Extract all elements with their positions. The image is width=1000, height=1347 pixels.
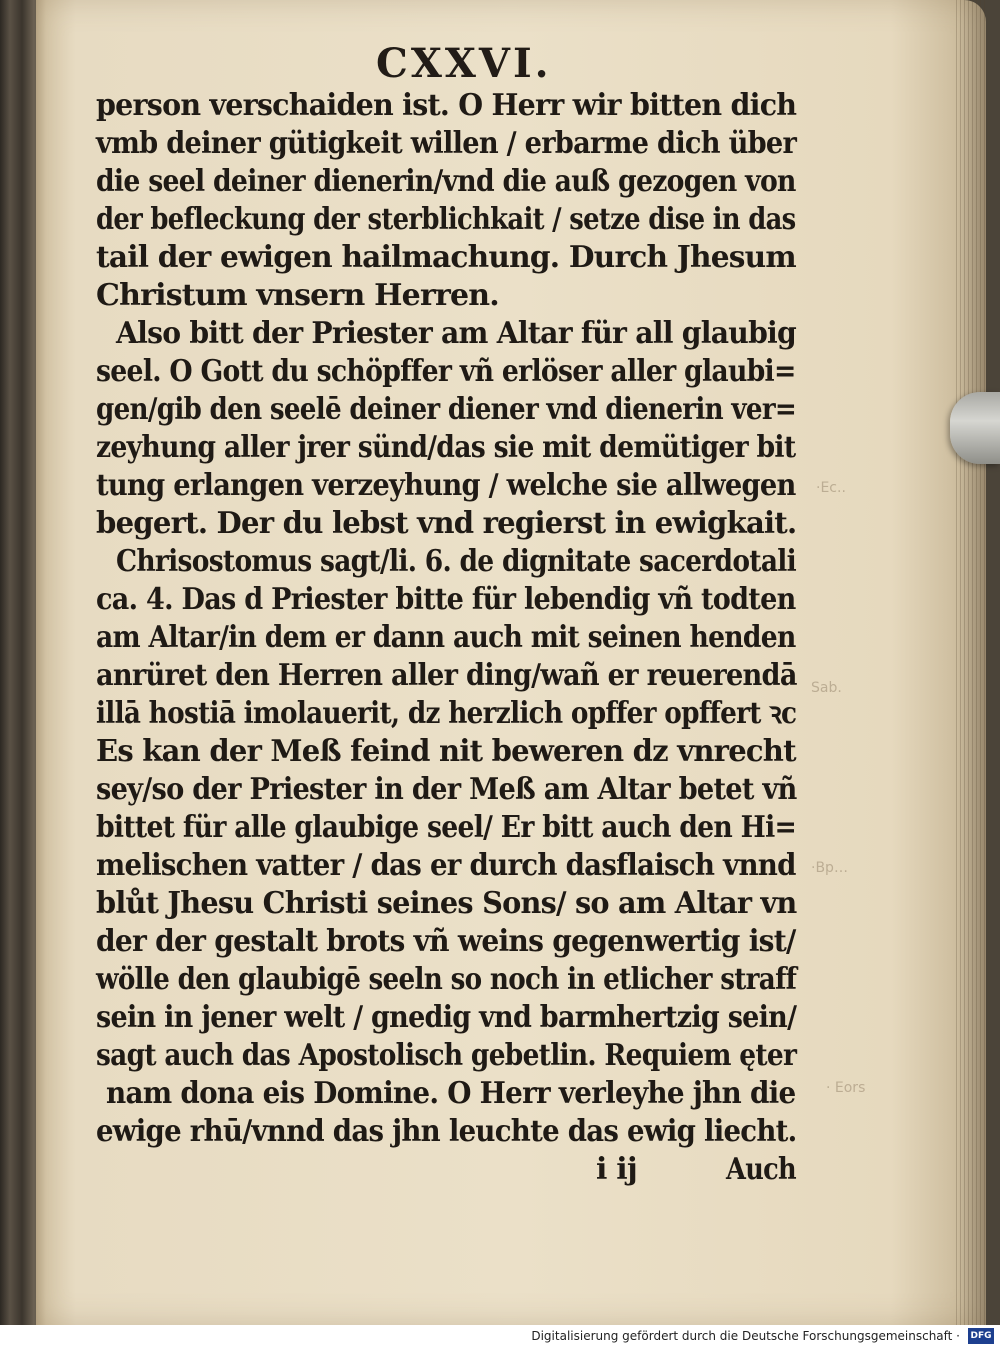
- text-line: nam dona eis Domine. O Herr verleyhe jhn die: [106, 1076, 796, 1111]
- text-line: sey/so der Priester in der Meß am Altar betet vñ: [96, 772, 797, 807]
- clip-tab: [950, 392, 1000, 464]
- signature-mark: i ij: [596, 1152, 637, 1187]
- footer-bar: [0, 1325, 1000, 1347]
- folio-number: CXXVI.: [376, 40, 552, 87]
- text-line: blůt Jhesu Christi seines Sons/ so am Altar vn: [96, 886, 797, 921]
- text-line: zeyhung aller jrer sünd/das sie mit demütiger bit: [96, 430, 796, 465]
- text-line: Christum vnsern Herren.: [96, 278, 499, 313]
- text-line: am Altar/in dem er dann auch mit seinen henden: [96, 620, 796, 655]
- dfg-logo-icon[interactable]: DFG: [968, 1328, 994, 1344]
- text-line: tail der ewigen hailmachung. Durch Jhesum: [96, 240, 796, 275]
- text-line: person verschaiden ist. O Herr wir bitten dich: [96, 88, 797, 123]
- bleed-through-mark: ·Bp…: [811, 860, 848, 876]
- text-line: bittet für alle glaubige seel/ Er bitt auch den Hi=: [96, 810, 797, 845]
- text-line: der der gestalt brots vñ weins gegenwertig ist/: [96, 924, 796, 959]
- text-line: der befleckung der sterblichkait / setze dise in das: [96, 202, 796, 237]
- text-line: ca. 4. Das d Priester bitte für lebendig vñ todten: [96, 582, 796, 617]
- text-line: begert. Der du lebst vnd regierst in ewigkait.: [96, 506, 797, 541]
- text-line: seel. O Gott du schöpffer vñ erlöser aller glaubi=: [96, 354, 796, 389]
- text-line: gen/gib den seelē deiner diener vnd dienerin ver=: [96, 392, 797, 427]
- text-line: Also bitt der Priester am Altar für all glaubig: [116, 316, 797, 351]
- text-line: tung erlangen verzeyhung / welche sie allwegen: [96, 468, 796, 503]
- catchword: Auch: [726, 1152, 797, 1187]
- book-page: [36, 0, 986, 1325]
- text-line: vmb deiner gütigkeit willen / erbarme dich über: [96, 126, 797, 161]
- funding-credit: Digitalisierung gefördert durch die Deutsche Forschungsgemeinschaft ·: [531, 1329, 960, 1343]
- bleed-through-mark: · Eors: [826, 1080, 866, 1096]
- text-line: ewige rhū/vnnd das jhn leuchte das ewig liecht.: [96, 1114, 797, 1149]
- text-line: sein in jener welt / gnedig vnd barmhertzig sein/: [96, 1000, 797, 1035]
- text-line: die seel deiner dienerin/vnd die auß gezogen von: [96, 164, 796, 199]
- bleed-through-mark: Sab.: [811, 680, 842, 696]
- text-line: wölle den glaubigē seeln so noch in etlicher straff: [96, 962, 797, 997]
- text-line: Chrisostomus sagt/li. 6. de dignitate sacerdotali: [116, 544, 797, 579]
- text-line: melischen vatter / das er durch dasflaisch vnnd: [96, 848, 796, 883]
- text-line: illā hostiā imolauerit, dz herzlich opffer opffert ꝛc: [96, 696, 797, 731]
- text-line: anrüret den Herren aller ding/wañ er reuerendā: [96, 658, 797, 693]
- text-line: sagt auch das Apostolisch gebetlin. Requiem ęter: [96, 1038, 797, 1073]
- bleed-through-mark: ·Ec..: [816, 480, 846, 496]
- text-line: Es kan der Meß feind nit beweren dz vnrecht: [96, 734, 796, 769]
